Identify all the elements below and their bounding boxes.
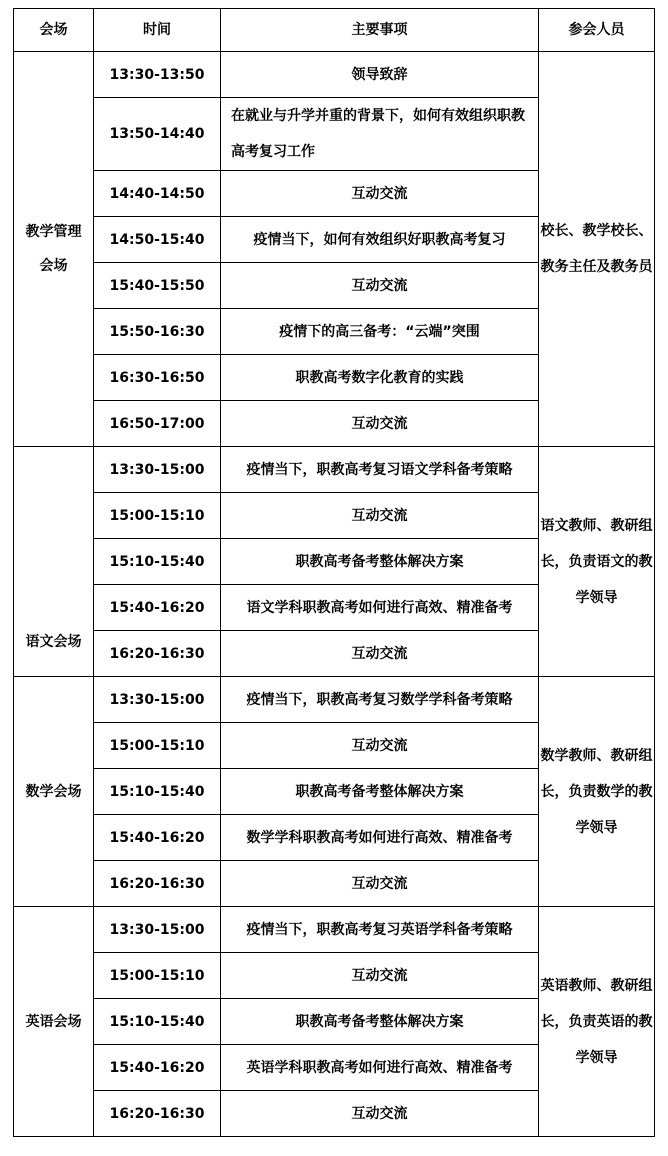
item-cell: 语文学科职教高考如何进行高效、精准备考 [221, 585, 539, 631]
attendees-cell: 英语教师、教研组长，负责英语的教学领导 [539, 907, 655, 1137]
time-cell: 15:10-15:40 [94, 999, 221, 1045]
item-cell: 职教高考备考整体解决方案 [221, 769, 539, 815]
time-cell: 16:30-16:50 [94, 355, 221, 401]
item-cell: 疫情当下，职教高考复习语文学科备考策略 [221, 447, 539, 493]
item-cell: 职教高考备考整体解决方案 [221, 539, 539, 585]
item-cell: 互动交流 [221, 631, 539, 677]
time-cell: 15:00-15:10 [94, 493, 221, 539]
time-cell: 15:40-15:50 [94, 263, 221, 309]
time-cell: 13:30-15:00 [94, 677, 221, 723]
time-cell: 15:40-16:20 [94, 815, 221, 861]
item-cell: 互动交流 [221, 1091, 539, 1137]
venue-cell: 英语会场 [14, 907, 94, 1137]
item-cell: 领导致辞 [221, 52, 539, 98]
attendees-header: 参会人员 [539, 9, 655, 52]
item-cell: 疫情当下，职教高考复习英语学科备考策略 [221, 907, 539, 953]
time-cell: 15:10-15:40 [94, 769, 221, 815]
item-cell: 疫情下的高三备考：“云端”突围 [221, 309, 539, 355]
time-cell: 15:00-15:10 [94, 953, 221, 999]
time-cell: 16:20-16:30 [94, 631, 221, 677]
time-cell: 13:30-15:00 [94, 907, 221, 953]
item-cell: 数学学科职教高考如何进行高效、精准备考 [221, 815, 539, 861]
table-row [14, 677, 655, 723]
time-cell: 15:50-16:30 [94, 309, 221, 355]
item-cell: 在就业与升学并重的背景下，如何有效组织职教高考复习工作 [221, 98, 539, 171]
item-cell: 互动交流 [221, 861, 539, 907]
table-row [14, 447, 655, 493]
item-cell: 职教高考数字化教育的实践 [221, 355, 539, 401]
time-cell: 16:20-16:30 [94, 861, 221, 907]
time-header: 时间 [94, 9, 221, 52]
venue-cell: 数学会场 [14, 677, 94, 907]
time-cell: 15:40-16:20 [94, 585, 221, 631]
time-cell: 13:50-14:40 [94, 98, 221, 171]
item-cell: 互动交流 [221, 401, 539, 447]
schedule-table [13, 8, 655, 1137]
time-cell: 13:30-15:00 [94, 447, 221, 493]
time-cell: 13:30-13:50 [94, 52, 221, 98]
item-header: 主要事项 [221, 9, 539, 52]
item-cell: 互动交流 [221, 493, 539, 539]
header-row [14, 9, 655, 52]
item-cell: 英语学科职教高考如何进行高效、精准备考 [221, 1045, 539, 1091]
time-cell: 16:50-17:00 [94, 401, 221, 447]
attendees-cell: 数学教师、教研组长，负责数学的教学领导 [539, 677, 655, 907]
time-cell: 15:00-15:10 [94, 723, 221, 769]
attendees-cell: 校长、教学校长、教务主任及教务员 [539, 52, 655, 447]
time-cell: 16:20-16:30 [94, 1091, 221, 1137]
attendees-cell: 语文教师、教研组长，负责语文的教学领导 [539, 447, 655, 677]
time-cell: 14:50-15:40 [94, 217, 221, 263]
item-cell: 互动交流 [221, 171, 539, 217]
item-cell: 疫情当下，职教高考复习数学学科备考策略 [221, 677, 539, 723]
venue-cell: 教学管理会场 [14, 52, 94, 447]
time-cell: 14:40-14:50 [94, 171, 221, 217]
item-cell: 职教高考备考整体解决方案 [221, 999, 539, 1045]
table-row [14, 52, 655, 98]
table-row [14, 907, 655, 953]
time-cell: 15:10-15:40 [94, 539, 221, 585]
item-cell: 互动交流 [221, 953, 539, 999]
time-cell: 15:40-16:20 [94, 1045, 221, 1091]
venue-header: 会场 [14, 9, 94, 52]
item-cell: 疫情当下，如何有效组织好职教高考复习 [221, 217, 539, 263]
item-cell: 互动交流 [221, 723, 539, 769]
venue-cell: 语文会场 [14, 447, 94, 677]
item-cell: 互动交流 [221, 263, 539, 309]
